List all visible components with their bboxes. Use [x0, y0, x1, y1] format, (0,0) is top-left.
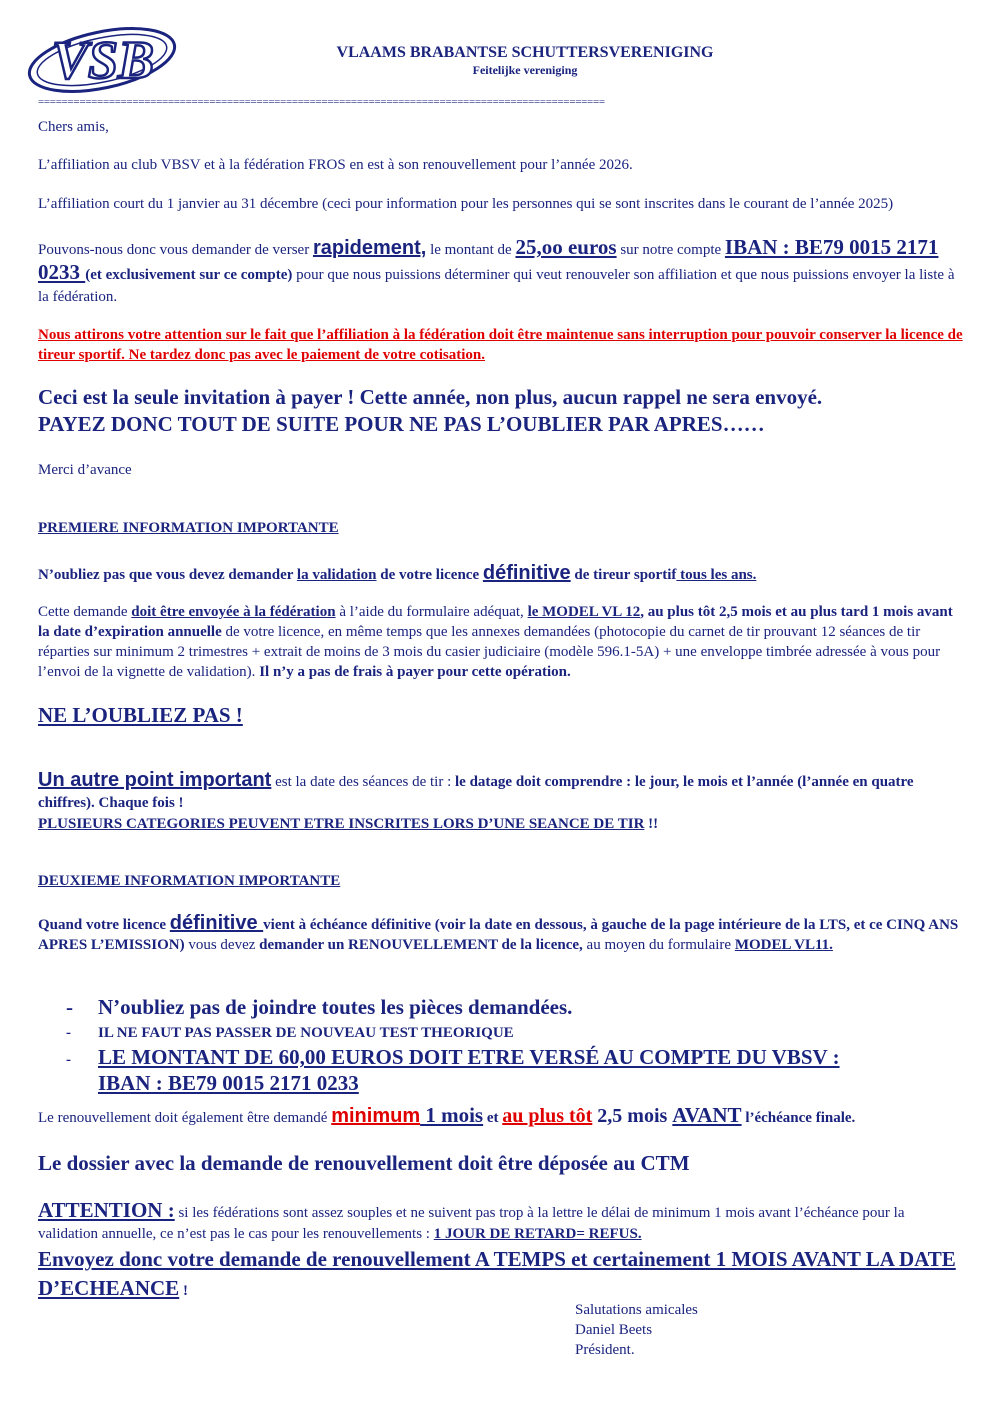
emphasis-minimum: minimum — [331, 1105, 421, 1127]
send-on-time-line: Envoyez donc votre demande de renouvellement A TEMPS et certainement 1 MOIS AVANT LA DATE D’ECHEANCE ! — [38, 1247, 956, 1300]
ctm-deposit-line: Le dossier avec la demande de renouvellement doit être déposée au CTM — [38, 1151, 690, 1175]
thanks: Merci d’avance — [38, 462, 132, 478]
reminder-heading: NE L’OUBLIEZ PAS ! — [38, 703, 243, 727]
closing: Salutations amicales — [575, 1302, 698, 1318]
greeting: Chers amis, — [38, 119, 109, 135]
signer-role: Président. — [575, 1342, 635, 1358]
form-vl11: MODEL VL11. — [734, 937, 833, 953]
renewal-paragraph: Quand votre licence définitive vient à échéance définitive (voir la date en dessous, à gauche de la page intérieure de la LTS, et ce CINQ ANS APRES L’EMISSION) vous devez demander un RENOUVELLEMENT de la licence, au moyen du formulaire MODEL VL11. — [38, 912, 959, 953]
intro-paragraph-1: L’affiliation au club VBSV et à la fédération FROS en est à son renouvellement pour l’année 2026. — [38, 157, 633, 173]
list-item: - IL NE FAUT PAS PASSER DE NOUVEAU TEST THEORIQUE — [66, 1025, 514, 1041]
list-item: - N’oubliez pas de joindre toutes les pièces demandées. — [66, 995, 573, 1019]
iban: IBAN : BE79 0015 2171 0233 — [38, 235, 939, 284]
svg-text:VSB: VSB — [52, 30, 155, 90]
section2-heading: DEUXIEME INFORMATION IMPORTANTE — [38, 873, 341, 889]
warning-paragraph: Nous attirons votre attention sur le fait que l’affiliation à la fédération doit être maintenue sans interruption pour pouvoir conserver la licence de tireur sportif. Ne tardez donc pas avec le paiement de votre cotisation. — [38, 327, 963, 363]
list-item: - LE MONTANT DE 60,00 EUROS DOIT ETRE VERSÉ AU COMPTE DU VBSV : IBAN : BE79 0015 2171 0233 — [66, 1045, 840, 1095]
organization-name: VLAAMS BRABANTSE SCHUTTERSVERENIGING — [336, 44, 714, 61]
pay-now-line: PAYEZ DONC TOUT DE SUITE POUR NE PAS L’OUBLIER PAR APRES…… — [38, 412, 765, 436]
form-vl12: le MODEL VL 12 — [527, 604, 641, 620]
signer-name: Daniel Beets — [575, 1322, 653, 1338]
payment-paragraph: Pouvons-nous donc vous demander de verser rapidement, le montant de 25,oo euros sur notre compte IBAN : BE79 0015 2171 0233 (et exclusivement sur ce compte) pour que nous puissions déterminer qui veut renouveler son affiliation et que nous puissions envoyer la liste à la fédération. — [38, 235, 955, 305]
emphasis-rapidement: rapidement, — [312, 237, 427, 259]
amount: 25,oo euros — [515, 235, 617, 259]
validation-paragraph: Cette demande doit être envoyée à la fédération à l’aide du formulaire adéquat, le MODEL VL 12, au plus tôt 2,5 mois et au plus tard 1 mois avant la date d’expiration annuelle de votre licence, en même temps que les annexes demandées (photocopie du carnet de tir prouvant 12 séances de tir réparties sur minimum 2 trimestres + extrait de moins de 3 mois du casier judiciaire (modèle 596.1-5A) + une enveloppe timbrée adressée à vous pour l’envoi de la vignette de validation). Il n’y a pas de frais à payer pour cette opération. — [38, 604, 953, 680]
emphasis-definitive: définitive — [482, 562, 571, 584]
validation-sentence: N’oubliez pas que vous devez demander la validation de votre licence définitive de tireur sportif tous les ans. — [38, 562, 757, 584]
intro-paragraph-2: L’affiliation court du 1 janvier au 31 décembre (ceci pour information pour les personnes qui se sont inscrites dans le courant de l’année 2025) — [38, 196, 894, 212]
organization-subtitle: Feitelijke vereniging — [472, 63, 578, 77]
vsb-logo — [22, 22, 194, 100]
separator-rule: ================================================================================================ — [38, 97, 605, 108]
attention-paragraph: ATTENTION : si les fédérations sont assez souples et ne suivent pas trop à la lettre le délai de minimum 1 mois avant l’échéance pour la validation annuelle, ce n’est pas le cas pour les renouvellements : 1 JOUR DE RETARD= REFUS. — [38, 1198, 905, 1242]
section1-heading: PREMIERE INFORMATION IMPORTANTE — [38, 520, 339, 536]
requirements-list — [0, 995, 1000, 1105]
date-point-paragraph: Un autre point important est la date des séances de tir : le datage doit comprendre : le jour, le mois et l’année (l’année en quatre chiffres). Chaque fois ! PLUSIEURS CATEGORIES PEUVENT ETRE INSCRITES LORS D’UNE SEANCE DE TIR !! — [38, 769, 914, 832]
emphasis-definitive-2: définitive — [169, 912, 264, 934]
only-invitation-line: Ceci est la seule invitation à payer ! Cette année, non plus, aucun rappel ne sera envoyé. — [38, 385, 823, 409]
renewal-timing: Le renouvellement doit également être demandé minimum 1 mois et au plus tôt 2,5 mois AVANT l’échéance finale. — [38, 1103, 856, 1127]
